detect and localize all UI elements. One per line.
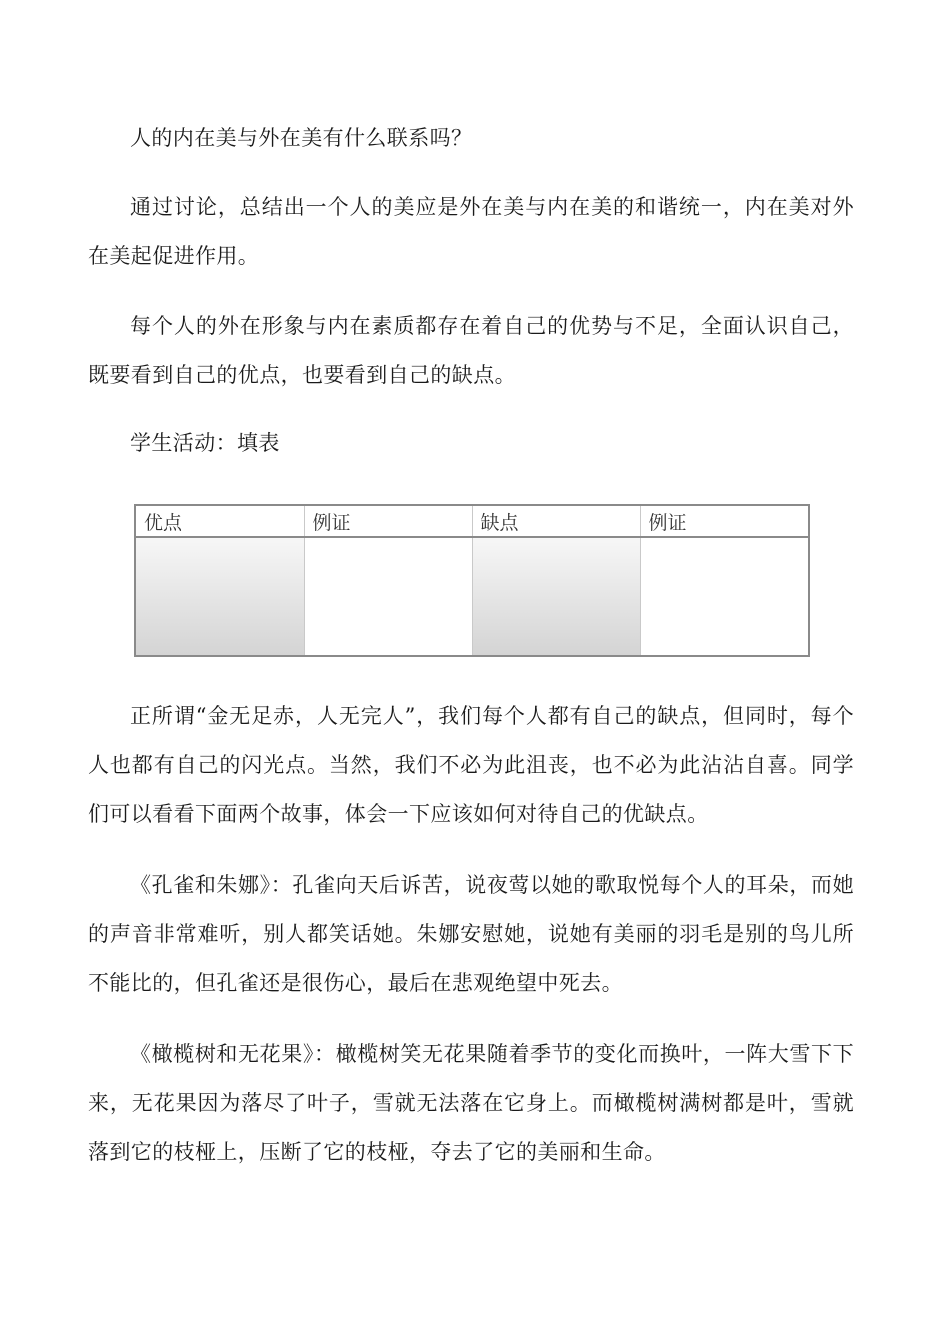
header-weaknesses: 缺点 — [472, 506, 640, 537]
table-row — [136, 537, 808, 655]
paragraph-self-awareness: 每个人的外在形象与内在素质都存在着自己的优势与不足，全面认识自己，既要看到自己的优点，也要看到自己的缺点。 — [88, 314, 854, 387]
cell-strengths[interactable] — [136, 537, 304, 655]
table-header-row — [136, 506, 808, 537]
cell-weaknesses[interactable] — [472, 537, 640, 655]
header-strengths: 优点 — [136, 506, 304, 537]
strengths-weaknesses-table — [136, 506, 808, 655]
paragraph-discussion: 通过讨论，总结出一个人的美应是外在美与内在美的和谐统一，内在美对外在美起促进作用。 — [88, 195, 854, 268]
header-weaknesses-example: 例证 — [640, 506, 808, 537]
paragraph-saying: 正所谓“金无足赤，人无完人”，我们每个人都有自己的缺点，但同时，每个人也都有自己的闪光点。当然，我们不必为此沮丧，也不必为此沾沾自喜。同学们可以看看下面两个故事，体会一下应该如何对待自己的优缺点。 — [88, 704, 854, 826]
paragraph-peacock-story: 《孔雀和朱娜》：孔雀向天后诉苦，说夜莺以她的歌取悦每个人的耳朵，而她的声音非常难听，别人都笑话她。朱娜安慰她，说她有美丽的羽毛是别的鸟儿所不能比的，但孔雀还是很伤心，最后在悲观绝望中死去。 — [88, 873, 854, 995]
fill-in-table — [134, 504, 810, 657]
paragraph-question: 人的内在美与外在美有什么联系吗？ — [130, 126, 473, 150]
cell-weaknesses-example[interactable] — [640, 537, 808, 655]
paragraph-olive-story: 《橄榄树和无花果》：橄榄树笑无花果随着季节的变化而换叶，一阵大雪下下来，无花果因为落尽了叶子，雪就无法落在它身上。而橄榄树满树都是叶，雪就落到它的枝桠上，压断了它的枝桠，夺去了它的美丽和生命。 — [88, 1042, 854, 1164]
paragraph-student-activity: 学生活动：填表 — [130, 431, 280, 455]
header-strengths-example: 例证 — [304, 506, 472, 537]
cell-strengths-example[interactable] — [304, 537, 472, 655]
